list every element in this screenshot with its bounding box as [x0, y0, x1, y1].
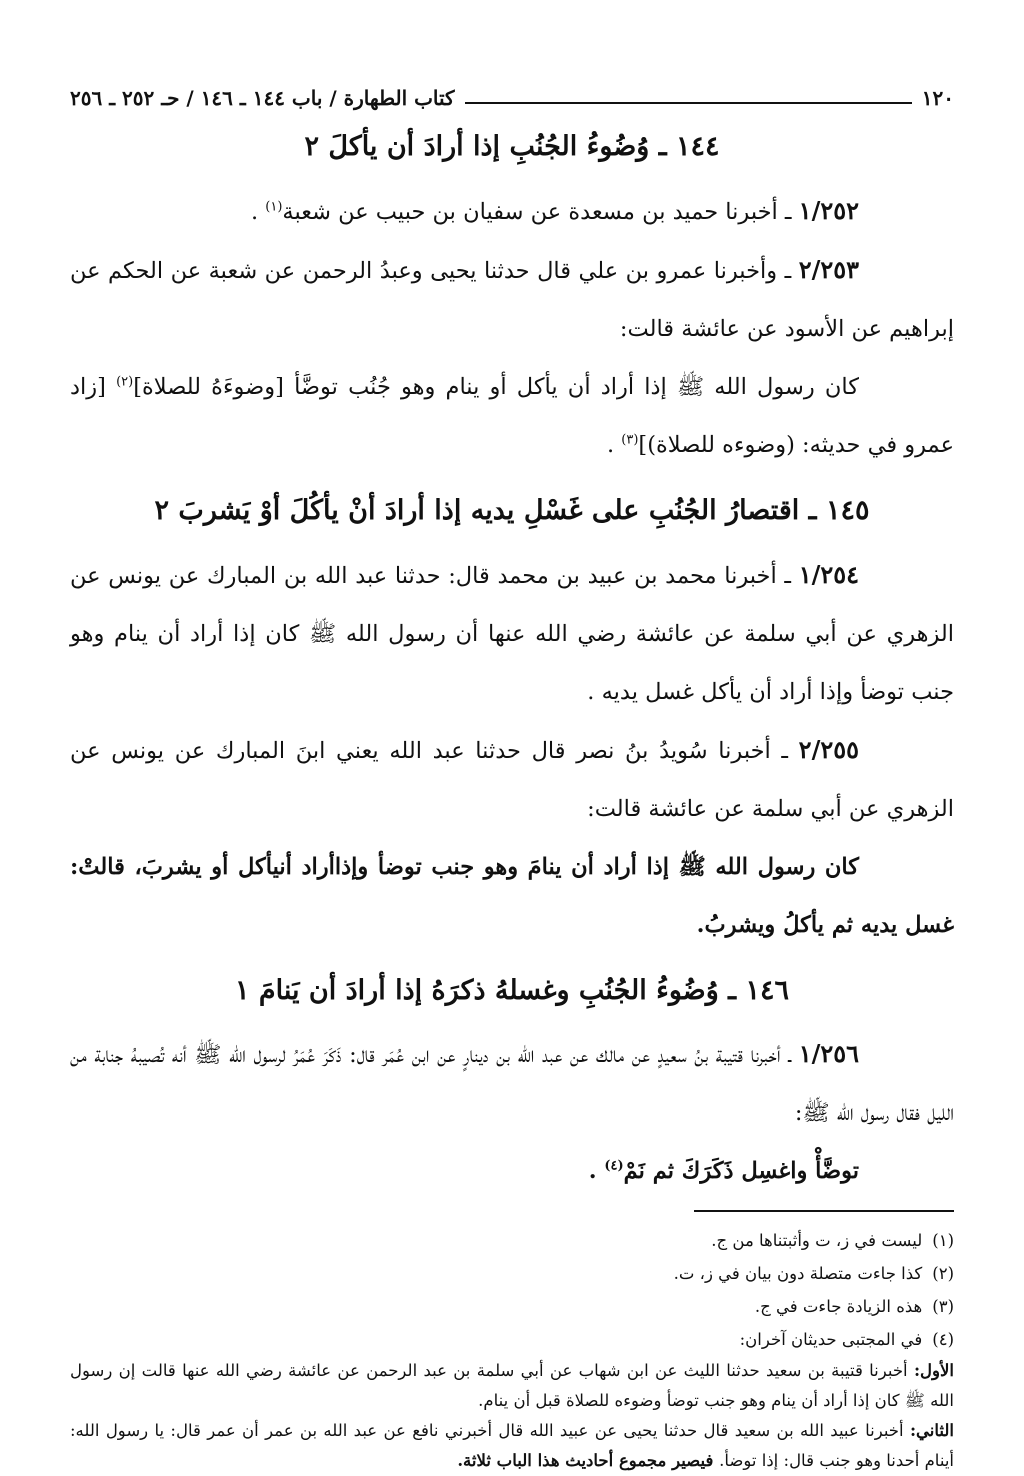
footnote-1 [70, 1224, 954, 1257]
footnote-4 [70, 1323, 954, 1356]
hadith-text: توضَّأْ واغسِل ذَكَرَكَ ثم نَمْ [623, 1158, 859, 1185]
footnote-3 [70, 1290, 954, 1323]
hadith-number: ١/٢٥٢ [798, 195, 859, 225]
hadith-number: ٢/٢٥٣ [798, 254, 860, 284]
footnote-number: (٤) [932, 1330, 954, 1350]
hadith-text: كان رسول الله ﷺ إذا أراد أن يأكل أو ينام وهو جُنُب توضَّأ [وضوءَهُ للصلاة] [133, 373, 859, 400]
footnotes [70, 1210, 954, 1476]
hadith-text: ـ أخبرنا حميد بن مسعدة عن سفيان بن حبيب عن شعبة [282, 198, 792, 225]
footnote-ref[interactable]: (٣) [621, 432, 639, 448]
hadith-text: كان رسول الله ﷺ إذا أراد أن ينامَ وهو جنب توضأ وإذاأراد أنيأكل أو يشربَ، قالتْ: غسل يديه ثم يأكلُ ويشربُ. [70, 853, 954, 938]
hadith-text-end: . [250, 198, 266, 225]
hadith-253 [70, 241, 954, 358]
footnote-ref[interactable]: (١) [265, 199, 283, 215]
hadith-number: ١/٢٥٤ [798, 559, 860, 589]
hadith-253-matn [70, 358, 954, 474]
hadith-256 [70, 1025, 954, 1142]
hadith-text-end: . [588, 1158, 605, 1185]
footnote-number: (١) [932, 1231, 954, 1251]
hadith-text: ـ أخبرنا محمد بن عبيد بن محمد قال: حدثنا عبد الله بن المبارك عن يونس عن الزهري عن أبي سلمة عن عائشة رضي الله عنها أن رسول الله ﷺ كان إذا أراد أن ينام وهو جنب توضأ وإذا أراد أن يأكل غسل يديه . [70, 562, 954, 705]
hadith-number: ١/٢٥٦ [798, 1039, 860, 1069]
footnote-text: أخبرنا عبيد الله بن سعيد قال حدثنا يحيى عن عبيد الله قال أخبرني نافع عن عبد الله بن عمر أن عمر قال: يا رسول الله: أينام أحدنا وهو جنب قال: إذا توضأ. [70, 1421, 954, 1471]
footnote-2 [70, 1257, 954, 1290]
page-header [70, 80, 954, 110]
chapter-title-145: ١٤٥ ـ اقتصارُ الجُنُبِ على غَسْلِ يديه إذا أرادَ أنْ يأكُلَ أوْ يَشربَ ٢ [154, 494, 870, 526]
hadith-255-matn [70, 838, 954, 954]
page-number: ١٢٠ [921, 86, 954, 110]
footnote-4-first [70, 1356, 954, 1416]
chapter-title-144: ١٤٤ ـ وُضُوءُ الجُنُبِ إذا أرادَ أن يأكلَ ٢ [304, 131, 720, 162]
footnote-conclusion: فيصير مجموع أحاديث هذا الباب ثلاثة. [457, 1451, 720, 1471]
footnote-label: الثاني: [909, 1421, 954, 1441]
footnote-ref[interactable]: (٤) [604, 1158, 624, 1174]
hadith-252 [70, 182, 954, 241]
hadith-text: ـ أخبرنا قتيبة بنُ سعيدٍ عن مالك عن عبد الله بن دينارٍ عن ابن عُمَر قال: ذَكَرَ عُمَرُ لرسول الله ﷺ أنه تُصيبهُ جنابة من الليل فقال رسول الله ﷺ: [70, 1042, 954, 1127]
footnote-text: ليست في ز، ت وأثبتناها من ج. [711, 1231, 923, 1251]
header-rule [465, 102, 912, 104]
footnote-number: (٢) [932, 1264, 954, 1284]
hadith-text-end: . [606, 431, 622, 458]
footnote-text: كذا جاءت متصلة دون بيان في ز، ت. [673, 1264, 923, 1284]
chapter-title-146: ١٤٦ ـ وُضُوءُ الجُنُبِ وغسلهُ ذكرَهُ إذا أرادَ أن يَنامَ ١ [235, 974, 789, 1006]
hadith-254 [70, 546, 954, 721]
footnote-text: أخبرنا قتيبة بن سعيد حدثنا الليث عن ابن شهاب عن أبي سلمة بن عبد الرحمن عن عائشة رضي الله عنها قالت إن رسول الله ﷺ كان إذا أراد أن ينام وهو جنب توضأ وضوءه للصلاة قبل أن ينام. [70, 1361, 954, 1411]
hadith-text: ـ أخبرنا سُويدُ بنُ نصر قال حدثنا عبد الله يعني ابنَ المبارك عن يونس عن الزهري عن أبي سلمة عن عائشة قالت: [70, 737, 954, 822]
footnote-ref[interactable]: (٢) [116, 374, 134, 390]
footnote-text: في المجتبى حديثان آخران: [739, 1330, 923, 1350]
hadith-number: ٢/٢٥٥ [798, 734, 859, 764]
footnote-number: (٣) [932, 1297, 954, 1317]
footnote-rule [694, 1210, 954, 1212]
footnote-label: الأول: [913, 1361, 954, 1381]
hadith-256-matn [70, 1142, 954, 1200]
running-title: كتاب الطهارة / باب ١٤٤ ـ ١٤٦ / حـ ٢٥٢ ـ ٢٥٦ [70, 86, 455, 110]
hadith-text: ـ وأخبرنا عمرو بن علي قال حدثنا يحيى وعبدُ الرحمن عن شعبة عن الحكم عن إبراهيم عن الأسود عن عائشة قالت: [70, 257, 954, 342]
hadith-255 [70, 721, 954, 838]
footnote-4-second [70, 1416, 954, 1476]
footnote-text: هذه الزيادة جاءت في ج. [754, 1297, 923, 1317]
hadith-text-cont: [زاد عمرو في حديثه: (وضوءه للصلاة)] [70, 373, 954, 458]
